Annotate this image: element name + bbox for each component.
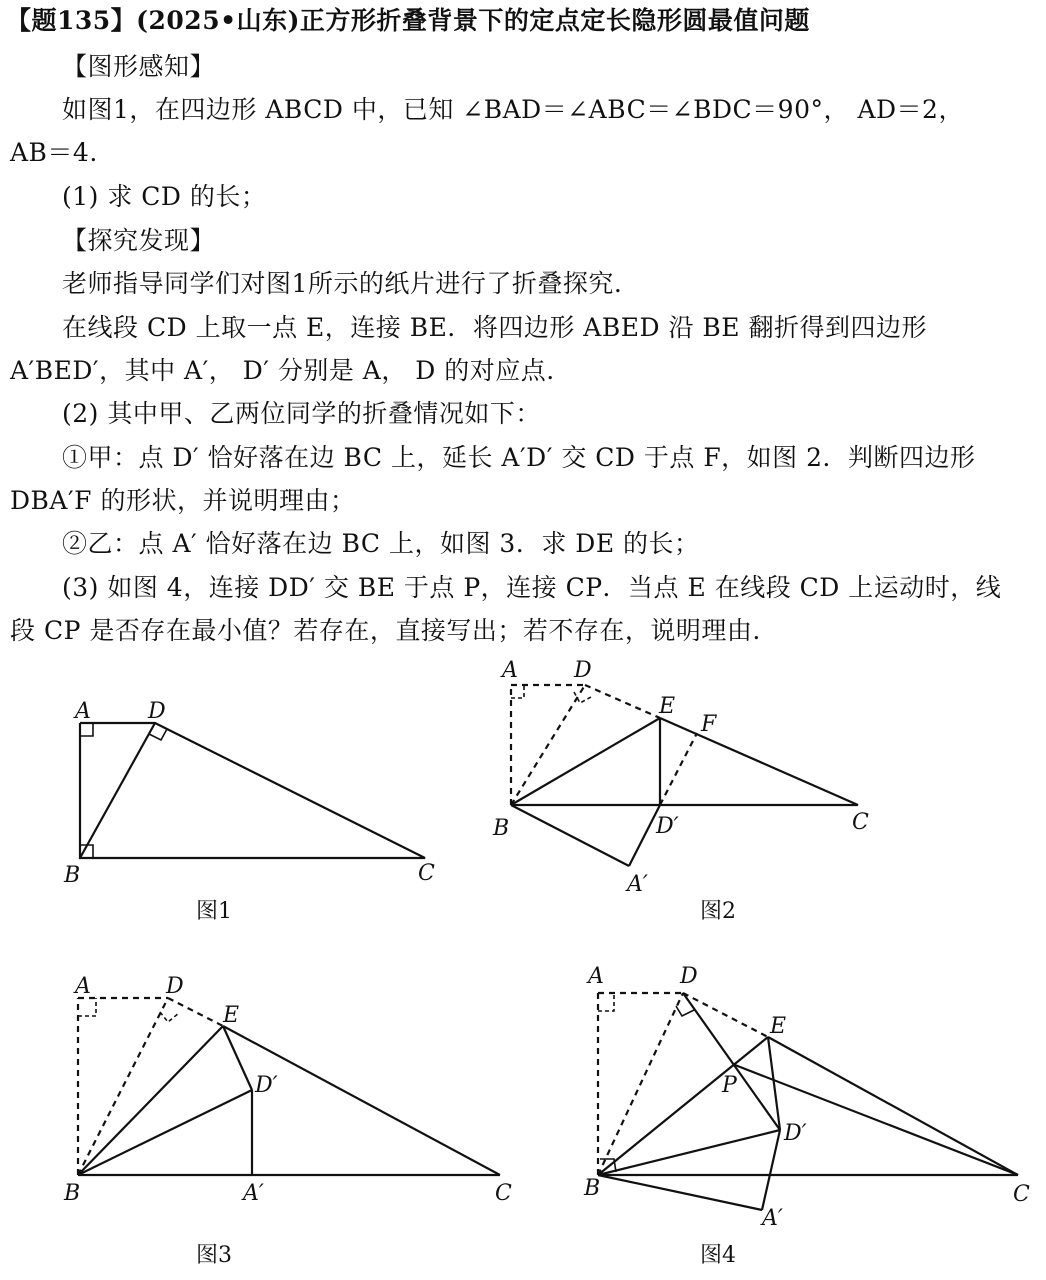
fig2-label-aprime: A′ xyxy=(627,872,648,897)
fig1-caption: 图1 xyxy=(196,899,232,924)
fig2-label-dprime: D′ xyxy=(656,814,679,839)
fig4-label-aprime: A′ xyxy=(762,1206,783,1231)
given-line-1: 如图1，在四边形 ABCD 中，已知 ∠BAD＝∠ABC＝∠BDC＝90°， AD＝2， xyxy=(62,95,964,124)
fig4-ec xyxy=(768,1037,1018,1175)
question-3-line-2: 段 CP 是否存在最小值？若存在，直接写出；若不存在，说明理由. xyxy=(10,616,761,645)
fold-line-1: 在线段 CD 上取一点 E，连接 BE．将四边形 ABED 沿 BE 翻折得到四边形 xyxy=(62,313,927,342)
fig2-label-c: C xyxy=(852,810,869,835)
fig3-label-c: C xyxy=(495,1181,512,1206)
fig3-right-angle-d xyxy=(160,1012,179,1022)
question-2b: ②乙：点 A′ 恰好落在边 BC 上，如图 3．求 DE 的长； xyxy=(62,529,700,558)
fig2-dpf-dashed xyxy=(660,733,697,805)
fig3-label-d: D xyxy=(166,974,184,999)
fold-line-2: A′BED′，其中 A′， D′ 分别是 A， D 的对应点. xyxy=(10,356,555,385)
fig3-edp xyxy=(223,1026,252,1090)
fig2-right-angle-a xyxy=(511,685,524,698)
fig4-bd-dashed xyxy=(598,993,683,1175)
fig4-bap xyxy=(598,1175,762,1210)
given-line-2: AB＝4. xyxy=(10,138,98,167)
fig4-label-a: A xyxy=(588,964,604,989)
question-2: (2) 其中甲、乙两位同学的折叠情况如下： xyxy=(62,399,541,428)
fig4-ddp xyxy=(683,993,780,1130)
fig3-label-b: B xyxy=(64,1181,81,1206)
fig4-right-angle-a xyxy=(598,993,614,1011)
fig3-caption: 图3 xyxy=(196,1243,232,1268)
fig2-caption: 图2 xyxy=(700,899,736,924)
fig1-label-d: D xyxy=(148,699,166,724)
fig2-ec xyxy=(660,718,858,805)
intro-line: 老师指导同学们对图1所示的纸片进行了折叠探究. xyxy=(62,269,623,298)
fig4-label-p: P xyxy=(722,1073,737,1098)
figure-4 xyxy=(583,964,1030,1268)
fig4-label-dprime: D′ xyxy=(784,1121,807,1146)
fig4-right-angle-d xyxy=(676,1006,694,1016)
fig2-de-dashed xyxy=(585,685,660,718)
question-2a-line-1: ①甲：点 D′ 恰好落在边 BC 上，延长 A′D′ 交 CD 于点 F，如图 2．判断四边形 xyxy=(62,443,976,472)
fig1-diagonal-bd xyxy=(80,723,155,858)
problem-title: 【题135】(2025•山东)正方形折叠背景下的定点定长隐形圆最值问题 xyxy=(6,6,810,35)
fig3-de-dashed xyxy=(168,998,223,1026)
fig1-label-c: C xyxy=(418,861,435,886)
fig2-label-f: F xyxy=(701,712,717,737)
fig3-be xyxy=(78,1026,223,1175)
fig4-caption: 图4 xyxy=(700,1243,736,1268)
fig3-label-e: E xyxy=(223,1003,240,1028)
section-heading-perception: 【图形感知】 xyxy=(62,52,216,81)
fig1-label-b: B xyxy=(64,863,81,888)
fig3-right-angle-a xyxy=(78,998,96,1016)
figure-1 xyxy=(63,699,435,924)
fig4-apdp xyxy=(762,1130,780,1210)
question-3-line-1: (3) 如图 4，连接 DD′ 交 BE 于点 P，连接 CP．当点 E 在线段 CD 上运动时，线 xyxy=(62,573,1002,602)
question-1: (1) 求 CD 的长； xyxy=(62,182,267,211)
fig4-de-dashed xyxy=(683,993,768,1037)
question-2a-line-2: DBA′F 的形状，并说明理由； xyxy=(10,486,356,515)
fig3-bd-dashed xyxy=(78,998,168,1175)
fig4-label-b: B xyxy=(584,1176,601,1201)
fig4-label-e: E xyxy=(770,1014,787,1039)
fig2-label-d: D xyxy=(574,658,592,683)
fig3-label-dprime: D′ xyxy=(255,1073,278,1098)
fig2-bap xyxy=(511,805,629,866)
fig4-label-c: C xyxy=(1013,1182,1030,1207)
fig1-quadrilateral xyxy=(80,723,425,858)
fig1-label-a: A xyxy=(75,699,91,724)
fig3-label-aprime: A′ xyxy=(243,1181,264,1206)
fig2-be xyxy=(511,718,660,805)
fig3-label-a: A xyxy=(75,974,91,999)
fig2-label-e: E xyxy=(659,694,676,719)
fig4-pc xyxy=(735,1065,1018,1175)
fig1-right-angle-a xyxy=(80,723,93,736)
fig3-bdp xyxy=(78,1090,252,1175)
fig2-bd-dashed xyxy=(511,685,585,805)
fig4-label-d: D xyxy=(680,964,698,989)
figure-3 xyxy=(63,974,512,1268)
fig2-label-a: A xyxy=(502,658,518,683)
figure-2 xyxy=(492,658,869,924)
fig3-ec xyxy=(223,1026,500,1175)
fig2-label-b: B xyxy=(493,816,510,841)
section-heading-exploration: 【探究发现】 xyxy=(62,226,216,255)
